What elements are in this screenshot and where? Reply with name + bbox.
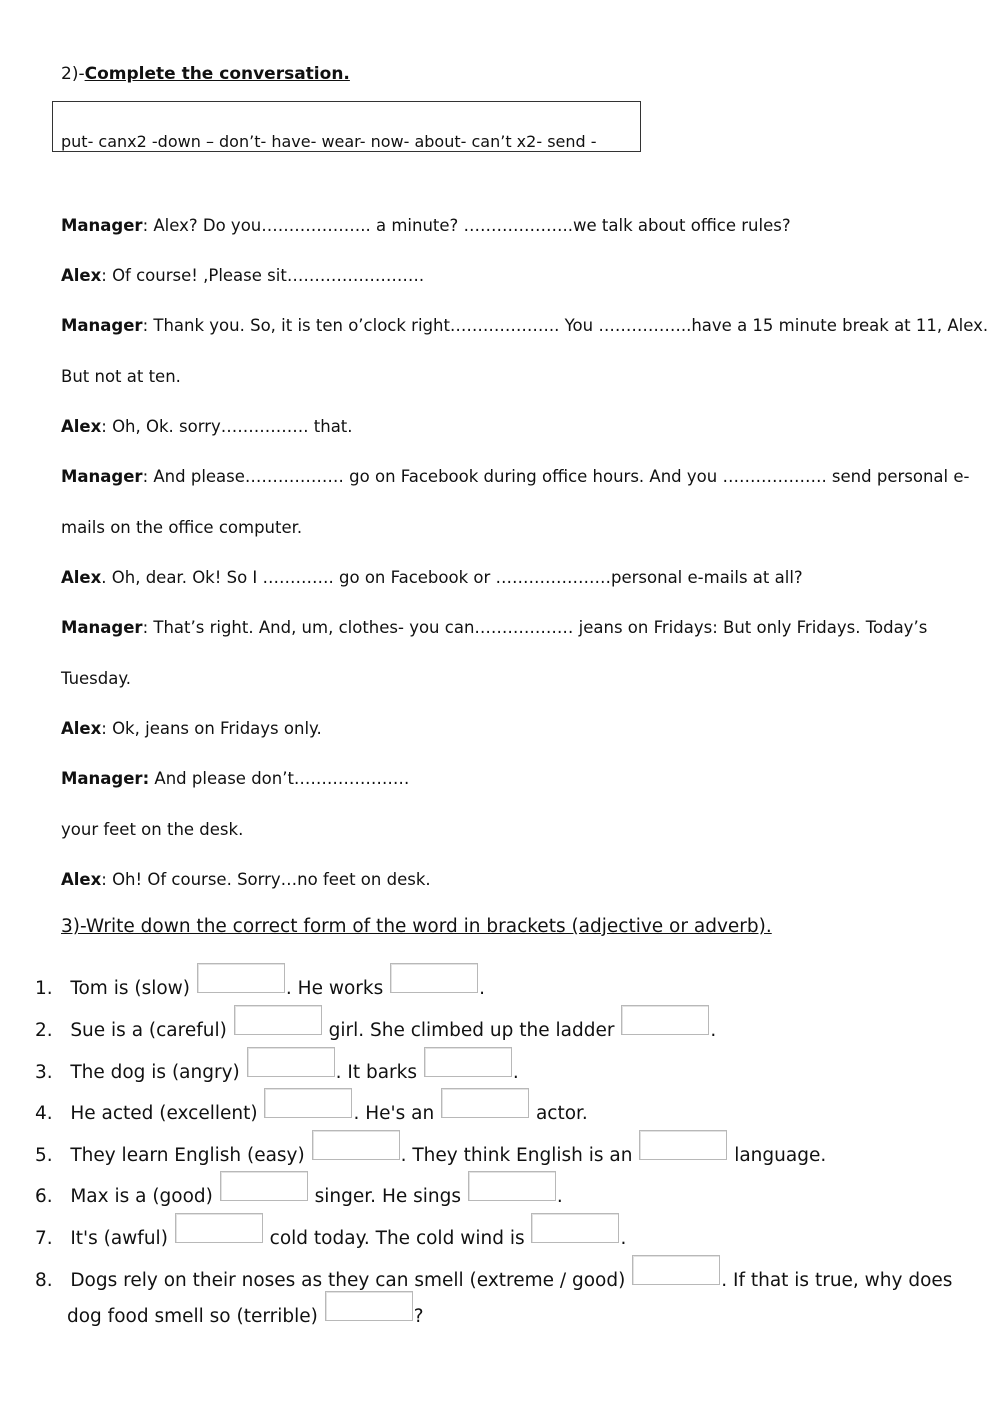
item-number: 6. — [35, 1186, 53, 1207]
item-text: They learn English (easy) — [70, 1145, 311, 1166]
exercise-item-1 — [35, 969, 485, 999]
item-text: . He's an — [353, 1103, 441, 1124]
answer-input[interactable] — [312, 1130, 400, 1160]
speaker: Manager — [61, 618, 143, 637]
dialogue-line — [61, 216, 791, 235]
answer-input[interactable] — [621, 1005, 709, 1035]
section-2-title: Complete the conversation. — [84, 64, 350, 84]
item-number: 5. — [35, 1145, 53, 1166]
dialogue-line — [61, 618, 927, 637]
exercise-item-5 — [35, 1136, 826, 1166]
speaker-separator: : — [101, 266, 107, 285]
answer-input[interactable] — [175, 1213, 263, 1243]
line-text: Alex? Do you……………….. a minute? ………………..we talk about office rules? — [148, 216, 791, 235]
item-text: . They think English is an — [400, 1145, 639, 1166]
speaker-separator: : — [101, 417, 107, 436]
dialogue-line — [61, 769, 409, 788]
line-text: That’s right. And, um, clothes- you can……………… jeans on Fridays: But only Fridays. Today’s — [148, 618, 928, 637]
speaker-separator: . — [101, 568, 107, 587]
line-text: your feet on the desk. — [61, 820, 244, 839]
exercise-item-8-continued — [67, 1297, 424, 1327]
exercise-item-4 — [35, 1094, 588, 1124]
line-text: Oh, dear. Ok! So I …………. go on Facebook or …………………personal e-mails at all? — [106, 568, 803, 587]
item-text: . — [512, 1062, 519, 1083]
speaker: Manager — [61, 316, 143, 335]
speaker: Alex — [61, 568, 102, 587]
item-text: Tom is (slow) — [70, 978, 196, 999]
item-text: . — [556, 1186, 563, 1207]
dialogue-line — [61, 367, 181, 386]
line-text: Oh, Ok. sorry……………. that. — [106, 417, 353, 436]
item-text: He acted (excellent) — [70, 1103, 264, 1124]
section-3-heading: 3)-Write down the correct form of the word in brackets (adjective or adverb). — [61, 916, 772, 937]
item-text: Sue is a (careful) — [70, 1020, 233, 1041]
item-number: 3. — [35, 1062, 53, 1083]
exercise-item-2 — [35, 1011, 716, 1041]
dialogue-line — [61, 518, 302, 537]
answer-input[interactable] — [441, 1088, 529, 1118]
line-text: Ok, jeans on Fridays only. — [106, 719, 322, 738]
item-text: . He works — [285, 978, 390, 999]
answer-input[interactable] — [468, 1171, 556, 1201]
item-text: girl. She climbed up the ladder — [322, 1020, 621, 1041]
item-text: . It barks — [335, 1062, 423, 1083]
speaker-separator: : — [142, 316, 149, 335]
speaker-separator: : — [142, 216, 149, 235]
exercise-item-7 — [35, 1219, 626, 1249]
line-text: And please don’t………………… — [149, 769, 410, 788]
dialogue-line — [61, 266, 424, 285]
dialogue-line — [61, 870, 431, 889]
answer-input[interactable] — [234, 1005, 322, 1035]
line-text: Oh! Of course. Sorry…no feet on desk. — [106, 870, 431, 889]
item-text: Dogs rely on their noses as they can smell (extreme / good) — [70, 1270, 632, 1291]
item-number: 4. — [35, 1103, 53, 1124]
exercise-item-6 — [35, 1177, 563, 1207]
answer-input[interactable] — [639, 1130, 727, 1160]
answer-input[interactable] — [531, 1213, 619, 1243]
answer-input[interactable] — [325, 1291, 413, 1321]
speaker-separator: : — [101, 870, 107, 889]
exercise-item-8 — [35, 1261, 952, 1291]
item-text: . If that is true, why does — [721, 1270, 953, 1291]
item-text: ? — [413, 1306, 424, 1327]
dialogue-line — [61, 467, 969, 486]
item-text: The dog is (angry) — [70, 1062, 246, 1083]
item-text: language. — [728, 1145, 827, 1166]
dialogue-line — [61, 820, 243, 839]
speaker: Manager — [61, 467, 143, 486]
line-text: mails on the office computer. — [61, 518, 303, 537]
item-text: . — [620, 1228, 627, 1249]
word-bank-box — [52, 101, 641, 152]
answer-input[interactable] — [197, 963, 285, 993]
speaker: Alex — [61, 870, 102, 889]
speaker-separator: : — [142, 467, 149, 486]
item-number: 7. — [35, 1228, 53, 1249]
line-text: But not at ten. — [61, 367, 181, 386]
item-text: Max is a (good) — [70, 1186, 219, 1207]
item-text: . — [479, 978, 486, 999]
line-text: Of course! ,Please sit……………………. — [106, 266, 425, 285]
line-text: Tuesday. — [61, 669, 132, 688]
item-number: 2. — [35, 1020, 53, 1041]
line-text: And please……………… go on Facebook during office hours. And you ………………. send personal e- — [148, 467, 970, 486]
dialogue-line — [61, 568, 803, 587]
item-text: It's (awful) — [70, 1228, 174, 1249]
item-text: singer. He sings — [308, 1186, 467, 1207]
answer-input[interactable] — [390, 963, 478, 993]
answer-input[interactable] — [247, 1047, 335, 1077]
speaker: Alex — [61, 417, 102, 436]
item-text: cold today. The cold wind is — [263, 1228, 531, 1249]
answer-input[interactable] — [632, 1255, 720, 1285]
section-2-heading — [61, 64, 350, 84]
answer-input[interactable] — [264, 1088, 352, 1118]
speaker-separator: : — [142, 618, 149, 637]
item-number: 1. — [35, 978, 53, 999]
speaker-separator: : — [101, 719, 107, 738]
item-text: dog food smell so (terrible) — [67, 1306, 324, 1327]
item-number: 8. — [35, 1270, 53, 1291]
dialogue-line — [61, 316, 988, 335]
dialogue-line — [61, 417, 353, 436]
dialogue-line — [61, 669, 131, 688]
speaker: Alex — [61, 719, 102, 738]
section-2-number: 2)- — [61, 64, 85, 84]
word-bank: put- canx2 -down – don’t- have- wear- now- about- can’t x2- send - — [61, 132, 597, 151]
answer-input[interactable] — [424, 1047, 512, 1077]
line-text: Thank you. So, it is ten o’clock right……………….. You ……………..have a 15 minute break at 11, Alex. — [148, 316, 989, 335]
exercise-item-3 — [35, 1053, 519, 1083]
answer-input[interactable] — [220, 1171, 308, 1201]
speaker: Manager: — [61, 769, 150, 788]
dialogue-line — [61, 719, 322, 738]
item-text: actor. — [530, 1103, 588, 1124]
speaker: Alex — [61, 266, 102, 285]
speaker: Manager — [61, 216, 143, 235]
item-text: . — [710, 1020, 717, 1041]
